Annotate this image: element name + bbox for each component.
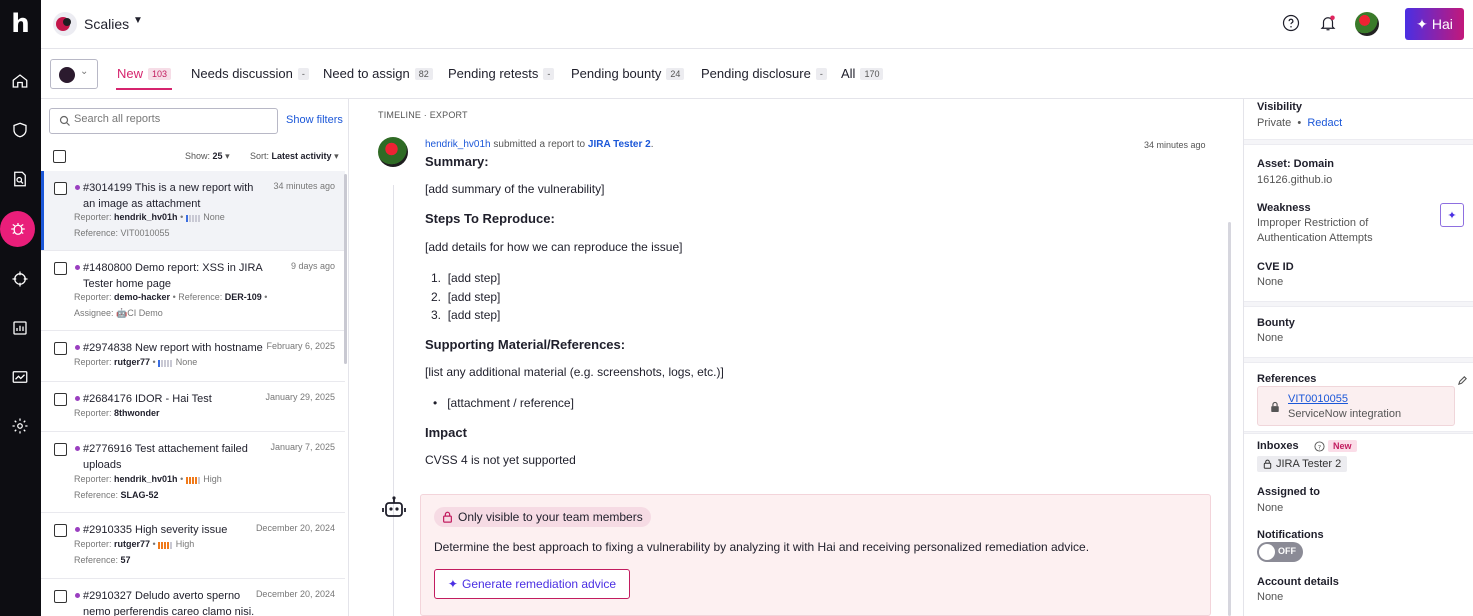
list-scrollbar[interactable] — [344, 174, 347, 364]
visibility-label: Visibility — [1257, 101, 1303, 113]
timeline-export-label[interactable]: TIMELINE · EXPORT — [378, 110, 468, 120]
generate-remediation-label: Generate remediation advice — [461, 577, 617, 591]
severity-bar — [186, 476, 201, 483]
submission-time: 34 minutes ago — [1144, 140, 1206, 150]
report-meta: Reporter: 8thwonder — [74, 408, 160, 418]
report-meta: Reporter: hendrik_hv01h • None — [74, 212, 225, 222]
report-title: #2910327 Deludo averto sperno nemo perferendis careo clamo nisi. — [83, 590, 255, 616]
assigned-label: Assigned to — [1257, 486, 1320, 498]
chevron-down-icon: ▾ — [334, 151, 339, 161]
bell-icon[interactable] — [1319, 14, 1337, 32]
notifications-label: Notifications — [1257, 529, 1324, 541]
report-list-item[interactable] — [41, 251, 345, 331]
report-search-icon[interactable] — [6, 165, 34, 193]
report-title: #2910335 High severity issue — [83, 524, 228, 536]
help-icon[interactable] — [1314, 441, 1325, 452]
report-checkbox[interactable] — [54, 590, 67, 603]
tab-pending-bounty[interactable] — [571, 66, 684, 81]
hai-button-label: Hai — [1431, 16, 1453, 32]
lock-icon — [442, 511, 453, 523]
tab-count: - — [298, 68, 309, 80]
tab-count: 82 — [415, 68, 433, 80]
tab-label: Pending disclosure — [701, 66, 811, 81]
new-badge: New — [1328, 440, 1357, 452]
account-details-value: None — [1257, 591, 1284, 603]
visibility-text: Only visible to your team members — [458, 510, 643, 524]
inbox-tag-label: JIRA Tester 2 — [1276, 458, 1342, 470]
notifications-toggle[interactable] — [1257, 542, 1303, 562]
section-divider — [1244, 139, 1473, 145]
lock-icon — [1263, 459, 1272, 469]
section-divider — [1244, 301, 1473, 307]
tab-new[interactable] — [117, 66, 171, 81]
tab-count: 103 — [148, 68, 171, 80]
report-checkbox[interactable] — [54, 393, 67, 406]
report-date: January 7, 2025 — [270, 442, 335, 452]
report-title: #2684176 IDOR - Hai Test — [83, 393, 212, 405]
new-status-dot — [75, 185, 80, 190]
search-field[interactable] — [49, 108, 278, 134]
assigned-value[interactable]: None — [1257, 502, 1284, 514]
tab-label: All — [841, 66, 856, 81]
section-divider — [1244, 357, 1473, 363]
severity-bar — [158, 541, 173, 548]
tab-count: - — [816, 68, 827, 80]
svg-text:?: ? — [1317, 443, 1322, 452]
report-checkbox[interactable] — [54, 524, 67, 537]
report-title: #1480800 Demo report: XSS in JIRA Tester home page — [83, 262, 263, 290]
supporting-heading: Supporting Material/References: — [425, 337, 626, 352]
sparkle-icon: ✦ — [1416, 15, 1428, 32]
tab-all[interactable] — [841, 66, 883, 81]
tab-count: 24 — [666, 68, 684, 80]
show-filters-link[interactable]: Show filters — [286, 114, 343, 126]
report-date: December 20, 2024 — [255, 589, 335, 599]
tab-pending-disclosure[interactable] — [701, 66, 827, 81]
tab-label: Need to assign — [323, 66, 410, 81]
activity-icon[interactable] — [6, 363, 34, 391]
inbox-tab-bar — [41, 49, 1473, 99]
report-meta: Reporter: hendrik_hv01h • High — [74, 474, 222, 484]
pencil-icon[interactable] — [1457, 375, 1468, 386]
report-meta: Reporter: rutger77 • High — [74, 539, 195, 549]
hai-remediation-panel — [420, 494, 1211, 616]
steps-heading: Steps To Reproduce: — [425, 211, 555, 226]
sort-value: Latest activity — [271, 151, 332, 161]
new-status-dot — [75, 345, 80, 350]
report-list-item[interactable] — [41, 382, 345, 432]
robot-icon — [381, 495, 407, 521]
toggle-state: OFF — [1278, 546, 1296, 556]
severity-bar — [158, 359, 173, 366]
bounty-value: None — [1257, 332, 1284, 344]
report-date: 34 minutes ago — [273, 181, 335, 191]
new-status-dot — [75, 593, 80, 598]
bug-icon[interactable] — [0, 211, 35, 247]
bounty-label: Bounty — [1257, 317, 1295, 329]
tab-label: Needs discussion — [191, 66, 293, 81]
reference-link[interactable]: VIT0010055 — [1288, 393, 1348, 405]
sparkle-icon: ✦ — [447, 577, 458, 591]
visibility-pill — [434, 507, 651, 527]
shield-icon[interactable] — [6, 116, 34, 144]
report-reference: Reference: SLAG-52 — [74, 490, 159, 500]
program-select[interactable] — [50, 59, 98, 89]
impact-heading: Impact — [425, 425, 467, 440]
tab-count: 170 — [860, 68, 883, 80]
summary-heading: Summary: — [425, 154, 489, 169]
report-date: 9 days ago — [290, 261, 335, 271]
asset-value: 16126.github.io — [1257, 174, 1333, 186]
reporter-link[interactable]: hendrik_hv01h — [425, 139, 491, 150]
report-assignee: Assignee: 🤖CI Demo — [74, 308, 163, 318]
report-checkbox[interactable] — [54, 443, 67, 456]
report-list-item[interactable] — [41, 432, 345, 513]
step-item: 3. [add step] — [431, 308, 501, 322]
hackerone-logo[interactable]: h — [11, 9, 30, 39]
new-status-dot — [75, 527, 80, 532]
weakness-value: Authentication Attempts — [1257, 232, 1373, 244]
report-reference: Reference: 57 — [74, 555, 131, 565]
account-details-label: Account details — [1257, 576, 1339, 588]
org-avatar[interactable] — [53, 12, 77, 36]
supporting-text: [list any additional material (e.g. screenshots, logs, etc.)] — [425, 365, 724, 379]
weakness-label: Weakness — [1257, 202, 1311, 214]
report-date: January 29, 2025 — [265, 392, 335, 402]
report-details-sidebar — [1243, 99, 1473, 616]
tab-needs-discussion[interactable] — [191, 66, 309, 81]
toggle-knob — [1259, 544, 1275, 560]
chevron-down-icon[interactable]: ▼ — [133, 15, 143, 26]
report-list-item[interactable] — [41, 171, 345, 251]
section-divider — [1244, 431, 1473, 434]
tab-pending-retests[interactable] — [448, 66, 554, 81]
tab-label: Pending retests — [448, 66, 539, 81]
report-meta: Reporter: rutger77 • None — [74, 357, 198, 367]
weakness-value: Improper Restriction of — [1257, 217, 1369, 229]
active-tab-indicator — [116, 88, 172, 90]
generate-remediation-button[interactable] — [434, 569, 630, 599]
impact-text: CVSS 4 is not yet supported — [425, 453, 576, 467]
report-list-item[interactable] — [41, 513, 345, 579]
target-icon[interactable] — [6, 265, 34, 293]
steps-text: [add details for how we can reproduce the issue] — [425, 240, 683, 254]
report-list-item[interactable] — [41, 331, 345, 382]
timeline-scrollbar[interactable] — [1228, 222, 1231, 616]
hai-sparkle-button[interactable] — [1440, 203, 1464, 227]
report-reference: Reference: VIT0010055 — [74, 228, 170, 238]
report-checkbox[interactable] — [54, 342, 67, 355]
settings-gear-icon[interactable] — [6, 412, 34, 440]
step-item: 1. [add step] — [431, 271, 501, 285]
show-value: 25 — [212, 151, 223, 161]
cve-value: None — [1257, 276, 1284, 288]
program-link[interactable]: JIRA Tester 2 — [587, 139, 651, 150]
report-list-item[interactable] — [41, 579, 345, 616]
show-count-select[interactable] — [185, 151, 230, 162]
reference-card — [1257, 386, 1455, 426]
step-item: 2. [add step] — [431, 290, 501, 304]
user-avatar[interactable] — [1355, 12, 1379, 36]
report-title: #2974838 New report with hostname — [83, 342, 263, 354]
report-list-panel — [41, 99, 349, 616]
analytics-icon[interactable] — [6, 314, 34, 342]
report-checkbox[interactable] — [54, 182, 67, 195]
tab-count: - — [543, 68, 554, 80]
new-status-dot — [75, 446, 80, 451]
visibility-value: Private • Redact — [1257, 117, 1343, 129]
inbox-tag — [1257, 456, 1347, 472]
redact-link[interactable]: Redact — [1307, 117, 1343, 129]
select-all-checkbox[interactable] — [53, 150, 66, 163]
lock-icon — [1270, 401, 1280, 413]
report-date: February 6, 2025 — [266, 341, 335, 351]
nav-rail — [0, 0, 41, 616]
new-status-dot — [75, 396, 80, 401]
asset-label: Asset: Domain — [1257, 158, 1335, 170]
search-icon — [59, 115, 71, 127]
submission-line: hendrik_hv01h submitted a report to JIRA Tester 2. — [425, 139, 654, 150]
tab-need-to-assign[interactable] — [323, 66, 433, 81]
program-icon — [59, 67, 75, 83]
report-checkbox[interactable] — [54, 262, 67, 275]
hai-button[interactable] — [1405, 8, 1464, 40]
show-label: Show: — [185, 151, 211, 161]
sort-select[interactable] — [250, 151, 339, 162]
hai-description: Determine the best approach to fixing a vulnerability by analyzing it with Hai and receiving personalized remediation advice. — [434, 540, 1090, 554]
home-icon[interactable] — [6, 67, 34, 95]
search-input[interactable] — [74, 113, 269, 125]
robot-icon: 🤖 — [116, 308, 128, 318]
report-title: #3014199 This is a new report with an image as attachment — [83, 182, 254, 210]
summary-text: [add summary of the vulnerability] — [425, 182, 605, 196]
org-name[interactable]: Scalies — [84, 16, 130, 32]
report-timeline — [350, 99, 1243, 616]
severity-bar — [186, 214, 201, 221]
sort-label: Sort: — [250, 151, 270, 161]
references-label: References — [1257, 373, 1317, 385]
top-bar — [41, 0, 1473, 49]
report-date: December 20, 2024 — [255, 523, 335, 533]
timeline-line — [393, 185, 394, 616]
chevron-down-icon: ⌄ — [80, 66, 89, 77]
reporter-avatar[interactable] — [378, 137, 408, 167]
inboxes-label: Inboxes — [1257, 440, 1299, 452]
chevron-down-icon: ▾ — [225, 151, 230, 161]
help-icon[interactable] — [1282, 14, 1300, 32]
new-status-dot — [75, 265, 80, 270]
report-meta: Reporter: demo-hacker • Reference: DER-109 • — [74, 292, 268, 302]
sparkle-icon: ✦ — [1447, 209, 1457, 222]
tab-label: New — [117, 66, 144, 81]
report-title: #2776916 Test attachement failed uploads — [83, 443, 248, 471]
tab-label: Pending bounty — [571, 66, 662, 81]
supporting-item: • [attachment / reference] — [433, 396, 574, 410]
cve-label: CVE ID — [1257, 261, 1294, 273]
reference-source: ServiceNow integration — [1288, 408, 1402, 420]
